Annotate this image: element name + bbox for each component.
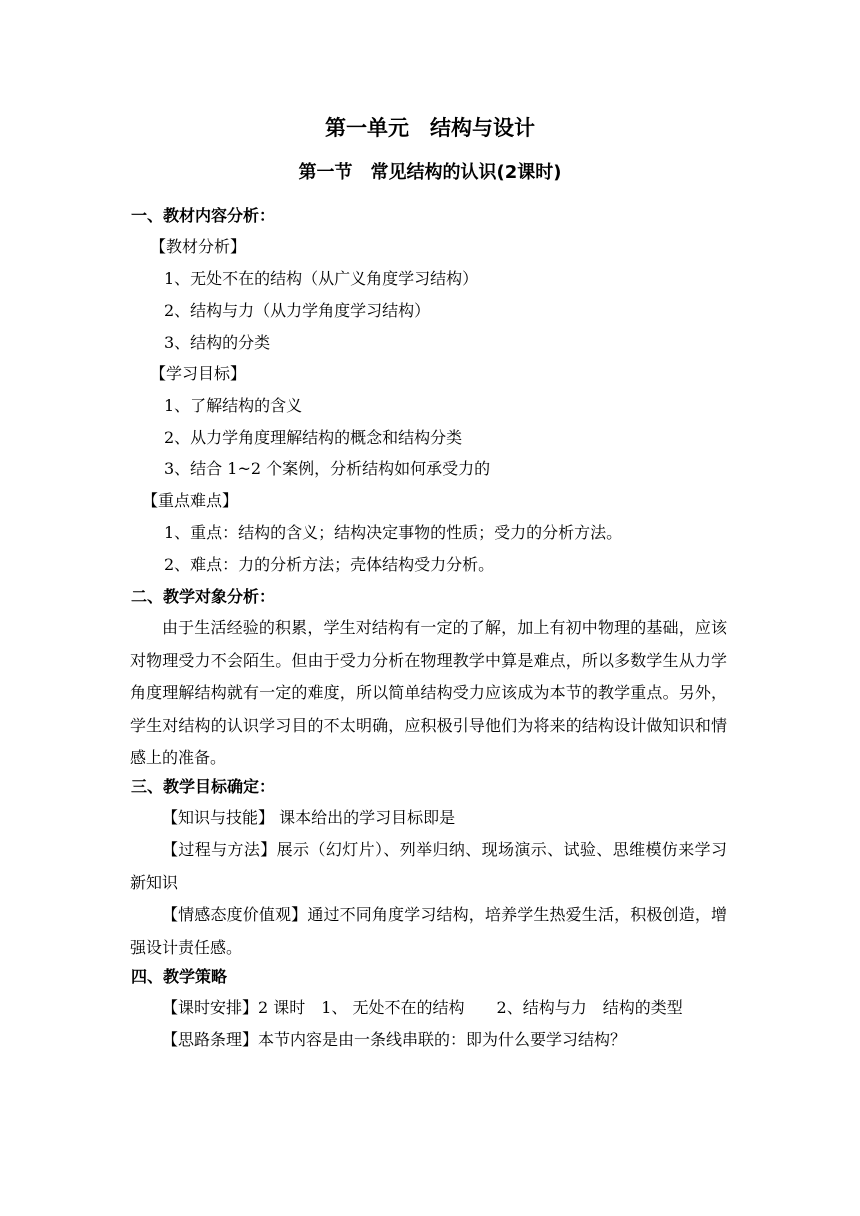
key-item-2: 2、难点：力的分析方法；壳体结构受力分析。 bbox=[164, 555, 495, 574]
student-analysis-paragraph: 由于生活经验的积累，学生对结构有一定的了解，加上有初中物理的基础，应该对物理受力不会陌生。但由于受力分析在物理教学中算是难点，所以多数学生从力学角度理解结构就有一定的难度，所以简单结构受力应该成为本节的教学重点。另外，学生对结构的认识学习目的不太明确，应积极引导他们为将来的结构设计做知识和情感上的准备。 bbox=[130, 618, 727, 768]
goal-knowledge-line: 【知识与技能】 课本给出的学习目标即是 bbox=[162, 808, 456, 827]
analysis-item-1: 1、无处不在的结构（从广义角度学习结构） bbox=[164, 269, 479, 288]
heading-student-analysis: 二、教学对象分析： bbox=[131, 587, 276, 606]
page-title: 第一单元 结构与设计 bbox=[325, 116, 535, 140]
heading-strategy: 四、教学策略 bbox=[131, 967, 228, 986]
analysis-item-2: 2、结构与力（从力学角度学习结构） bbox=[164, 301, 431, 320]
label-textbook-analysis: 【教材分析】 bbox=[150, 237, 247, 256]
strategy-thinking-line: 【思路条理】本节内容是由一条线串联的：即为什么要学习结构？ bbox=[162, 1030, 627, 1049]
section-subtitle: 第一节 常见结构的认识(2课时) bbox=[298, 162, 562, 183]
label-key-points: 【重点难点】 bbox=[142, 491, 239, 510]
goal-emotion-paragraph: 【情感态度价值观】通过不同角度学习结构，培养学生热爱生活，积极创造，增强设计责任感。 bbox=[130, 905, 727, 957]
strategy-schedule-line: 【课时安排】2 课时 1、 无处不在的结构 2、结构与力 结构的类型 bbox=[162, 998, 683, 1017]
analysis-item-3: 3、结构的分类 bbox=[164, 333, 271, 352]
key-item-1: 1、重点：结构的含义；结构决定事物的性质；受力的分析方法。 bbox=[164, 523, 623, 542]
goal-item-1: 1、了解结构的含义 bbox=[164, 396, 303, 415]
goal-item-2: 2、从力学角度理解结构的概念和结构分类 bbox=[164, 428, 463, 447]
heading-textbook-analysis: 一、教材内容分析： bbox=[131, 206, 276, 225]
label-learning-goals: 【学习目标】 bbox=[150, 364, 247, 383]
goal-process-paragraph: 【过程与方法】展示（幻灯片）、列举归纳、现场演示、试验、思维模仿来学习新知识 bbox=[130, 840, 727, 892]
heading-goal-setting: 三、教学目标确定： bbox=[131, 777, 276, 796]
goal-item-3: 3、结合 1~2 个案例，分析结构如何承受力的 bbox=[164, 459, 491, 478]
